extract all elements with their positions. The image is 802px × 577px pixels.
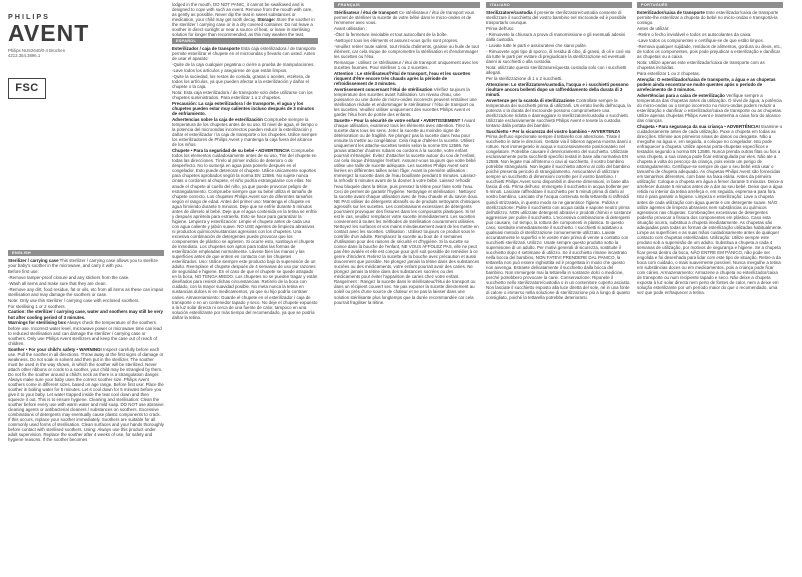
philips-logo: PHILIPS — [8, 12, 50, 21]
paragraph-text: -Lave todos os componentes e certifique-se de que estão limpos. — [637, 37, 764, 43]
paragraph-text: -Remova qualquer sujidade, resíduos de alimentos, gordura ou óleos, etc., de todos os componentes, pois pode prejudicar a esterilização e danificar as chupetas ou a caixa. — [637, 43, 783, 59]
paragraph-text: Note: Only use this sterilizer / carrying case with enclosed soothers. — [8, 297, 140, 303]
paragraph — [172, 2, 318, 37]
paragraph — [486, 32, 632, 42]
bold-heading: Esterilizador/caixa de transporte — [637, 9, 705, 15]
paragraph — [637, 44, 783, 59]
paragraph-text: -Remove any dirt, food residue, fat or oils, etc from all items as these can impair sterilisation and may damage the soothers or case. — [8, 286, 164, 297]
bold-heading: Advertências para a caixa de esterilização — [637, 92, 725, 98]
paragraph-text: Avant chaque utilisation, examinez tous les éléments avec attention. Tirez la sucette dans tous les sens. Jetez la sucette au moindre signe de détérioration ou de fragilité. Ne plongez pas la sucette dans l'eau pour ensuite la mettre au congélateur. Cela risque d'altérer la sucette. Utilisez uniquement les attache-sucettes testés selon la norme EN 12586. Ne jamais attacher d'autres rubans ou cordons à la sucette, votre enfant pourrait s'étrangler. Évitez d'attacher la sucette autour du cou de l'enfant, car cela risque d'étrangler l'enfant. Assurez-vous toujours que votre bébé utilise une taille de sucette adéquate. Les sucettes Philips Avent sont livrées en différentes tailles selon l'âge. Avant la première utilisation : Immergez la sucette dans de l'eau bouillante pendant 5 minutes. Laissez-la refroidir 5 minutes avant de la donner à votre bébé. Laissez refroidir l'eau bloquée dans la tétine, puis pressez la tétine pour faire sortir l'eau. Ceci de permet de garantir l'hygiène. Nettoyage et stérilisation : Nettoyez la sucette avant chaque utilisation avec de l'eau chaude et du savon doux. NE PAS utiliser de détergents abrasifs ou de produits nettoyants chimiques agressifs sur les sucettes. Les combinaisons excessives de détergents pourraient provoquer des fissures dans les composants plastiques. Si tel est le cas, veuillez remplacer votre sucette immédiatement. Les sucettes conviennent à toutes les méthodes de stérilisation couramment utilisées. Nettoyez les surfaces et vos mains minutieusement avant de les mettre en contact avec les sucettes. Utilisation : Utilisez toujours ce produit sous le contrôle d'un adulte. Remplacez la sucette au bout de 4 semaines d'utilisation pour des raisons de sécurité et d'hygiène. Si la sucette se coince dans la bouche de l'enfant, NE VOUS AFFOLEZ PAS, elle ne peut pas être avalée et elle est conçue pour qu'il soit possible de remédier à ce genre d'incident. Retirez la sucette de la bouche avec précaution et aussi doucement que possible. Ne plongez jamais la tétine dans des substances sucrées ou des médicaments, votre enfant pourrait avoir des caries. Ne plongez jamais la tétine dans des substances sucrées ou des médicaments pour éviter l'apparition de caries chez votre enfant. Rangement : Rangez la sucette dans le stérilisateur/l'étui de transport ou dans un récipient couvert sec. Ne pas exposer la sucette directement au soleil ou près d'une source de chaleur et ne pas la laisser dans une solution stérilisante plus longtemps que la durée recommandée car cela pourrait fragiliser la tétine. — [334, 117, 480, 305]
paragraph-text: Per la sterilizzazione di 1 o 2 succhietti. — [486, 75, 563, 81]
fsc-logo: FSC — [8, 78, 46, 99]
paragraph — [334, 60, 480, 70]
paragraph — [8, 347, 164, 443]
bold-heading: Sterilizer / carrying case — [8, 257, 59, 263]
paragraph-text: Para esterilizar 1 ou 2 chupetas. — [637, 70, 700, 76]
language-tab: PORTUGUÊS — [637, 2, 783, 8]
paragraph — [486, 76, 632, 81]
paragraph-text: Compruebe siempre la temperatura de los chupetes antes de su uso. El nivel de agua, el tiempo o la potencia del microondas incorrectos pueden reducir la esterilización y dañar el esterilizador / la caja de transporte o los chupetes. Utilice siempre los esterilizadores de Philips Avent y mantenga la caja fuera del alcance de los niños. — [172, 117, 318, 148]
column-espanol — [172, 2, 318, 321]
paragraph-text: -Nettoyez tous les éléments et assurez-vous qu'ils sont propres. — [334, 37, 459, 43]
paragraph — [8, 304, 164, 309]
paragraph — [486, 10, 632, 25]
paragraph — [486, 26, 632, 31]
paragraph-text: -Lave todos los artículos y asegúrese de que están limpios. — [172, 68, 288, 74]
bold-heading: Sterilizzatore/custodia — [486, 9, 533, 15]
paragraph-text: Nota: utilizzate questo sterilizzatore/questa custodia solo con i succhietti allegati. — [486, 64, 627, 75]
bold-heading: Avertissement concernant l'étui de stérilisation — [334, 86, 433, 92]
paragraph — [172, 90, 318, 100]
bold-heading: Soother • For your child's safety • WARNING! — [8, 346, 102, 352]
paragraph — [334, 32, 480, 37]
paragraph-text: Vérifiez toujours la température des sucettes avant l'utilisation. Un niveau d'eau, une puissance ou une durée de micro-ondes incorrects peuvent entraîner une stérilisation réduite et endommager le stérilisateur / l'étui de transport ou les sucettes. Veuillez utiliser uniquement des sucettes Philips Avent et garder l'étui hors de portée des enfants. — [334, 86, 477, 117]
paragraph-text: - Lavate tutte le parti e assicuratevi che siano pulite. — [486, 42, 588, 48]
paragraph — [334, 26, 480, 31]
paragraph — [8, 275, 164, 280]
paragraph — [8, 320, 164, 345]
paragraph-text: -Quite de la caja cualquier pegatina o cierre a prueba de manipulaciones. — [172, 62, 315, 68]
paragraph-text: Compruebe todos los elementos cuidadosamente antes de su uso. Tire del chupete en todas las direcciones. Tírelo al primer indicio de deterioro o de desperfecto. No lo sumerja en agua para ponerlo después en el congelador. Esto puede deteriorar el chupete. Utilice únicamente soportes para chupetes aprobados según la norma EN 12586. No sujete nunca cintas o cordones al chupete, el niño podría estrangularse con ellas. No anude el chupete al cuello del niño, ya que puede provocar peligro de estrangulamiento. Compruebe siempre que su bebé utiliza el tamaño de chupete correcto. Los chupetes Philips Avent son de diferentes tamaños según el rango de edad. Antes del primer uso: Mantenga el chupete en agua hirviendo durante 5 minutos. Deje que se enfríe durante 5 minutos antes de dárselo al bebé. Deje que el agua contenida en la tetina se enfríe y después apriétela para extraerla. Esto se hace para garantizar la higiene. Limpieza y esterilización: Limpie el chupete antes de cada uso con agua caliente y jabón suave. NO USE agentes de limpieza abrasivos ni productos químicos/sustancias agresivas con los chupetes. Una excesiva combinación de detergentes puede provocar que los componentes de plástico se agrieten. Si ocurre esto, sustituya el chupete de inmediato. Los chupetes son aptos para todas las formas de esterilización empleadas normalmente. Lávese bien las manos y las superficies antes de que entren en contacto con los chupetes esterilizados. Uso: Utilice siempre este producto bajo la supervisión de un adulto. Reemplace el chupete después de 4 semanas de uso por razones de seguridad e higiene. En el caso de que el chupete se quede atrapado en la boca, NO TENGA MIEDO. Los chupetes no se pueden tragar y están diseñados para resistir dichas circunstancias. Retírelo de la boca con cuidado, con la mayor suavidad posible. No meta nunca la tetina en sustancias dulces ni en medicamentos, ya que su hijo podría contraer caries. Almacenamiento: Guarde el chupete en el esterilizador / caja de transporte o en un contenedor tapado y seco. No deje el chupete expuesto a la luz solar directa ni cerca de una fuente de calor, tampoco en una solución esterilizante por más tiempo del recomendado, ya que se podría dañar la tetina. — [172, 148, 318, 320]
paragraph — [8, 298, 164, 303]
paragraph — [334, 71, 480, 86]
paragraph-text: -Ôtez la fermeture inviolable et tout autocollant de la boîte. — [334, 31, 448, 37]
bold-heading: Storage: — [256, 17, 276, 23]
language-tab: ITALIANO — [486, 2, 632, 8]
paragraph — [8, 281, 164, 286]
paragraph-text: Before first use: — [8, 268, 39, 274]
product-code: Philips NUS2640/0-4 Brochen 4213.354.3896.1 — [8, 48, 66, 59]
paragraph — [637, 10, 783, 25]
bold-heading: Caution: the sterilizer / carrying case, water and soothers may still be very hot after cooling period of 3 minutes. — [8, 309, 163, 320]
paragraph-text: -Remove tamper-proof closure and any stickers from the case. — [8, 274, 130, 280]
paragraph — [486, 43, 632, 48]
paragraph-text: Inspect carefully before each use. Pull the soother in all directions. Throw away at the first signs of damage or weakness. Do not soak in solvent and then put in the sterilizer. The soother must be used in the way shown, in which the soother will be sterilized. Never attach other ribbons or cords to a soother, your child may be strangled by them. Do not fix the soother around a child's neck as there is a strangulation danger. Always make sure your baby uses the correct soother size. Philips Avent soothers come in different sizes, based on age range. Before first use: Place the soother in boiling water for 5 minutes. Let it cool down for 5 minutes before you give it to your baby. Let water trapped inside the teat cool down and then squeeze it out. This is to ensure hygiene. Cleaning and sterilisation: Clean the soother before every use with warm water and mild soap. DO NOT use abrasive cleaning agents or antibacterial cleaners / substances on soothers. Excessive combinations of detergents may eventually cause plastic components to crack. If this occurs, replace your soother immediately. Soothers are suitable for all commonly used forms of sterilisation. Clean surfaces and your hands thoroughly before contact with sterilised soothers. Using: Always use this product under adult supervision. Replace the soother after 4 weeks of use, for safety and hygiene reasons. If the soother becomes — [8, 346, 164, 443]
paragraph — [637, 38, 783, 43]
paragraph — [172, 101, 318, 116]
paragraph-text: Antes de utilizar: — [637, 25, 670, 31]
column-english — [8, 250, 164, 443]
paragraph — [637, 77, 783, 92]
paragraph — [486, 49, 632, 64]
paragraph — [637, 26, 783, 31]
paragraph-text: -Wash all items and make sure that they are clean. — [8, 280, 107, 286]
bold-heading: Atenção: O esterilizador/caixa de transporte, a água e as chupetas podem ainda encontrar-se muito quentes após o período de arrefecimento de 3 minutos. — [637, 76, 776, 92]
paragraph-text: Esta caja esterilizadora / de transporte permite esterilizar el chupete en el microondas y llevarlo con usted. Antes de usar el aparato: — [172, 46, 316, 62]
paragraph — [8, 269, 164, 274]
bold-heading: Stérilisateur / étui de transport — [334, 9, 398, 15]
paragraph — [334, 118, 480, 305]
column-portugues — [637, 2, 783, 296]
paragraph-text: For sterilising 1 or 2 soothers. — [8, 303, 66, 309]
paragraph-text: Store the soother in the sterilizer / carrying case or in a dry covered container. Do not leave a soother in direct sunlight or near a source of heat, or leave in sterilising solution for longer than recommended, as this may weaken the teat. — [172, 17, 315, 38]
paragraph — [172, 62, 318, 67]
paragraph-text: Remarque : utilisez ce stérilisateur / étui de transport uniquement avec les sucettes fournies. Pour stériliser 1 ou 2 sucettes. — [334, 59, 478, 70]
paragraph — [172, 46, 318, 61]
bold-heading: Esterilizador / caja de transporte — [172, 46, 240, 52]
paragraph-text: - Rimuovete ogni tipo di sporco, di residui di cibo, di grassi, di oli e così via da tutte le parti per evitare di pregiudicare la sterilizzazione ed eventuali danni ai succhietti o alla custodia. — [486, 48, 631, 64]
paragraph-text: Este esterilizador/caixa de transporte permite-lhe esterilizar a chupeta do bebé no micro-ondas e transportá-la consigo. — [637, 9, 779, 25]
paragraph — [486, 82, 632, 97]
paragraph — [486, 98, 632, 128]
bold-heading: Attenzione: Lo sterilizzatore/custodia, l'acqua e i succhietti possono risultare ancora bollenti dopo un raffreddamento della durata di 3 minuti. — [486, 81, 629, 97]
paragraph-text: -Veuillez retirer toute saleté, tout résidu d'aliments, graisse ou huile de tout élément, car cela risque de compromettre la stérilisation et d'endommager les sucettes ou l'étui. — [334, 43, 479, 59]
paragraph-text: - Rimuovete la chiusura a prova di manomissione e gli eventuali adesivi dalla custodia. — [486, 31, 626, 42]
language-tab: ESPAÑOL — [172, 38, 318, 44]
brand-block — [8, 12, 88, 58]
paragraph-text: Ce stérilisateur / étui de transport vous permet de stériliser la sucette de votre bébé dans le micro-ondes et de l'emmener avec vous. — [334, 9, 475, 25]
paragraph-text: Verifique sempre a temperatura das chupetas antes da utilização. O nível de água, a potência do micro-ondas ou o tempo incorrecto no micro-ondas podem reduzir a esterilização e danificar o esterilizador/caixa de transporte ou as chupetas. Utilize apenas chupetas Philips Avent e mantenha a caixa fora do alcance das crianças. — [637, 92, 783, 123]
paragraph-text: Nota: Utilize apenas este esterilizador/caixa de transporte com as chupetas incluídas. — [637, 59, 765, 70]
paragraph — [637, 124, 783, 296]
bold-heading: Advertencias sobre la caja de esterilización — [172, 117, 263, 122]
paragraph-text: -Quite la suciedad, los restos de comida, grasas o aceites, etcétera, de todos los artículos, ya que pueden afectar a la esterilización y dañar el chupete o la caja. — [172, 73, 311, 90]
paragraph — [637, 60, 783, 70]
paragraph — [172, 74, 318, 89]
paragraph-text: Avant utilisation : — [334, 25, 368, 31]
language-tab: FRANÇAIS — [334, 2, 480, 8]
paragraph-text: Il presente sterilizzatore/custodia consente di sterilizzare il succhietto del vostro bambino nel microonde ed è possibile trasportarlo ovunque. — [486, 9, 627, 25]
paragraph — [637, 32, 783, 37]
bold-heading: Avvertenze per la scatola di sterilizzazione — [486, 97, 575, 103]
column-francais — [334, 2, 480, 306]
paragraph-text: Prima dell'uso — [486, 25, 514, 31]
paragraph — [172, 148, 318, 320]
paragraph — [8, 287, 164, 297]
bold-heading: Warnings for sterilising box — [8, 320, 66, 326]
paragraph-text: This sterilizer / carrying case allows you to sterilize your baby's soother in the microwave, and carry it with you. — [8, 257, 159, 268]
paragraph — [172, 117, 318, 147]
bold-heading: Chupeta • Para segurança da sua criança • ADVERTÊNCIA! — [637, 123, 760, 129]
paragraph — [8, 309, 164, 319]
paragraph-text: -Retire o fecho inviolável e todos os autocolantes da caixa. — [637, 31, 752, 37]
bold-heading: Precaución: La caja esterilizadora / de transporte, el agua y los chupetes pueden estar muy calientes incluso después de 3 minutos de enfriamiento. — [172, 100, 315, 117]
paragraph — [486, 65, 632, 75]
bold-heading: Succhietto • Per la sicurezza del vostro bambino • AVVERTENZA — [486, 128, 621, 134]
bold-heading: Chupete • Para la seguridad de su bebé • ADVERTENCIA — [172, 148, 290, 154]
paragraph — [637, 93, 783, 123]
paragraph-text: Always check the temperature of the soothers before use. Incorrect water level, microwave power or microwave time can lead to reduced sterilisation and can damage the sterilizer / carrying case or soothers. Only use Philips Avent sterilizers and keep the case out of reach of children. — [8, 320, 162, 346]
paragraph-text: lodged in the mouth, DO NOT PANIC, it cannot be swallowed and is designed to cope with such an event. Remove from the mouth with care, as gently as possible. Never dip the teat in sweet substances or medication, your child may get tooth decay. — [172, 2, 313, 23]
paragraph — [637, 71, 783, 76]
bold-heading: Sucette • Pour la sécurité de votre enfant • AVERTISSEMENT ! — [334, 117, 463, 123]
column-italiano — [486, 2, 632, 301]
paragraph — [334, 87, 480, 117]
paragraph — [334, 10, 480, 25]
paragraph-text: Examine-o cuidadosamente antes de cada utilização. Puxe a chupeta em todas as direcções. Elimine aos primeiros sinais de danos ou desgaste. Não a mergulhe na água e, em seguida, a coloque no congelador. Isto pode enfraquecer a chupeta. Utilize apenas porta-chupetas específicos e testados segundo a norma EN 12586. Nunca prenda outras fitas ou fios a uma chupeta, a sua criança pode ficar estrangulada por eles. Não ate a chupeta à volta do pescoço da criança, pois existe um perigo de estrangulamento. Certifique-se sempre de que o seu bebé está usar o tamanho de chupeta adequado. As chupetas Philips Avent são fornecidas em tamanhos diferentes, com base na faixa etária. Antes da primeira utilização: Coloque a chupeta em água a ferver durante 5 minutos. Deixe-a arrefecer durante 5 minutos antes de a dar ao seu bebé. Deixe que a água retida no interior da tetina arrefeça e, em seguida, esprema-a para fora. Isto é para garantir a higiene. Limpeza e esterilização: Lave a chupeta antes de cada utilização com água quente e um detergente suave. NÃO utilize agentes de limpeza abrasivos nem substâncias ou químicos agressivos nas chupetas. Combinações excessivas de detergentes poderão provocar a fissura dos componentes em plástico. Caso esta situação ocorra, substitua a chupeta imediatamente. As chupetas são adequadas para todas as formas de esterilização utilizadas habitualmente. Limpe as superfícies e as suas mãos cuidadosamente antes de qualquer contacto com chupetas esterilizadas. Utilização: Utilize sempre este produto sob a supervisão de um adulto. Substitua a chupeta a cada 4 semanas de utilização, por motivos de segurança e higiene. Se a chupeta ficar presa dentro da boca, NÃO ENTRE EM PÂNICO, não pode ser engolida e foi desenhada para lidar com este tipo de situação. Retire-a da boca com cuidado, o mais suavemente possível. Nunca mergulhe a tetina em substâncias doces ou em medicamentos, pois a criança pode ficar com cáries. Armazenamento: Armazene a chupeta no esterilizador/caixa de transporte ou num recipiente tapado e seco. Não deixe a chupeta exposta à luz solar directa nem perto de fontes de calor, nem a deixe em solução esterilizante por um período maior do que o recomendado, uma vez que pode enfraquecer a tetina. — [637, 123, 783, 296]
paragraph-text: Nota: Esta caja esterilizadora / de transporte solo debe utilizarse con los chupetes suministrados. Para esterilizar 1 o 2 chupetes. — [172, 89, 313, 101]
bold-heading: Attention : Le stérilisateur/l'étui de transport, l'eau et les sucettes risquent d'être encore très chauds après la période de refroidissement de 3 minutes. — [334, 70, 471, 86]
paragraph — [172, 68, 318, 73]
paragraph-text: Controllate sempre la temperatura dei succhietti prima di utilizzarli. Un errato livello dell'acqua, la potenza o la durata del microonde possono compromettere una sterilizzazione ridotta e danneggiare lo sterilizzatore/custodia o succhietti. Utilizzate esclusivamente succhietti Philips Avent e tenete la custodia lontano dalla portata dei bambini. — [486, 97, 631, 128]
language-tab: ENGLISH — [8, 250, 164, 256]
paragraph — [8, 258, 164, 268]
paragraph-text: Prima dell'uso ispezionate sempre il tettarello con attenzione. Tirate il succhietto in tutte le direzioni. Gettate via il biberon appena mostra danni o rotture. Non immergetelo in acqua e successivamente posizionatelo nel congelatore. Potrebbe causare il deterioramento del succhietto. Utilizzate esclusivamente porta succhietti specifici testati in base alla normativa EN 12586. Non legate mai all'interno o cavi al succhietto, il vostro bambino potrebbe strangolarsi. Non legate il succhietto attorno al collo del bambino poiché presenta pericolo di strangolamento. Assicuratevi di utilizzare sempre un succhietto di dimensioni corrette per il vostro bambino. I succhietti Philips Avent sono disponibili in diverse dimensioni, in base alla fascia di età. Prima dell'uso: Immergete il succhietto in acqua bollente per 5 minuti. Lasciate raffreddare il succhietto per 5 minuti prima di darlo al vostro bambino. Lasciate che l'acqua contenuta nella tettarella si raffreddi quindi strizzatela, in questo modo se ne garantisce l'igiene. Pulizia e sterilizzazione: Pulite il succhietto con acqua calda e sapone neutro prima dell'utilizzo. NON utilizzate detergenti abrasivi o prodotti chimici e sostanze aggressive per pulire il succhietto. L'eccessiva combinazione di detergenti può causare, col tempo, la rottura dei componenti in plastica. In questo caso, sostituite immediatamente il succhietto. I succhietti si adattano a qualsiasi metodo di sterilizzazione comunemente utilizzato. Lavate accuratamente le superfici e le vostre mani prima di venire a contatto con succhietti sterilizzati. Utilizzo: Usate sempre questo prodotto sotto la supervisione di un adulto. Per motivi generali di sicurezza, sostituite il succhietto dopo 4 settimane di utilizzo. Se il succhietto rimane incastrato nella bocca del bambino, NON FATEVI PRENDERE DAL PANICO, la tettarella non può essere inghiottita ed è progettata in modo che questo non avvenga. Estraete delicatamente il succhietto dalla bocca del bambino. Non immergete mai la tettarella in sostanze dolci o medicine, perché potrebbero provocare la carie. Conservazione: Riponete il succhietto nello sterilizzatore/custodia o in un contenitore coperto asciutto. Non lasciate il succhietto esposto alla luce diretta del sole, né in una fonte di calore o immerso nella soluzione di sterilizzazione più a lungo di quanto consigliato, poiché la tettarella potrebbe deteriorarsi. — [486, 133, 632, 301]
paragraph — [334, 44, 480, 59]
paragraph — [334, 38, 480, 43]
avent-logo: AVENT — [8, 20, 90, 46]
paragraph — [486, 129, 632, 301]
